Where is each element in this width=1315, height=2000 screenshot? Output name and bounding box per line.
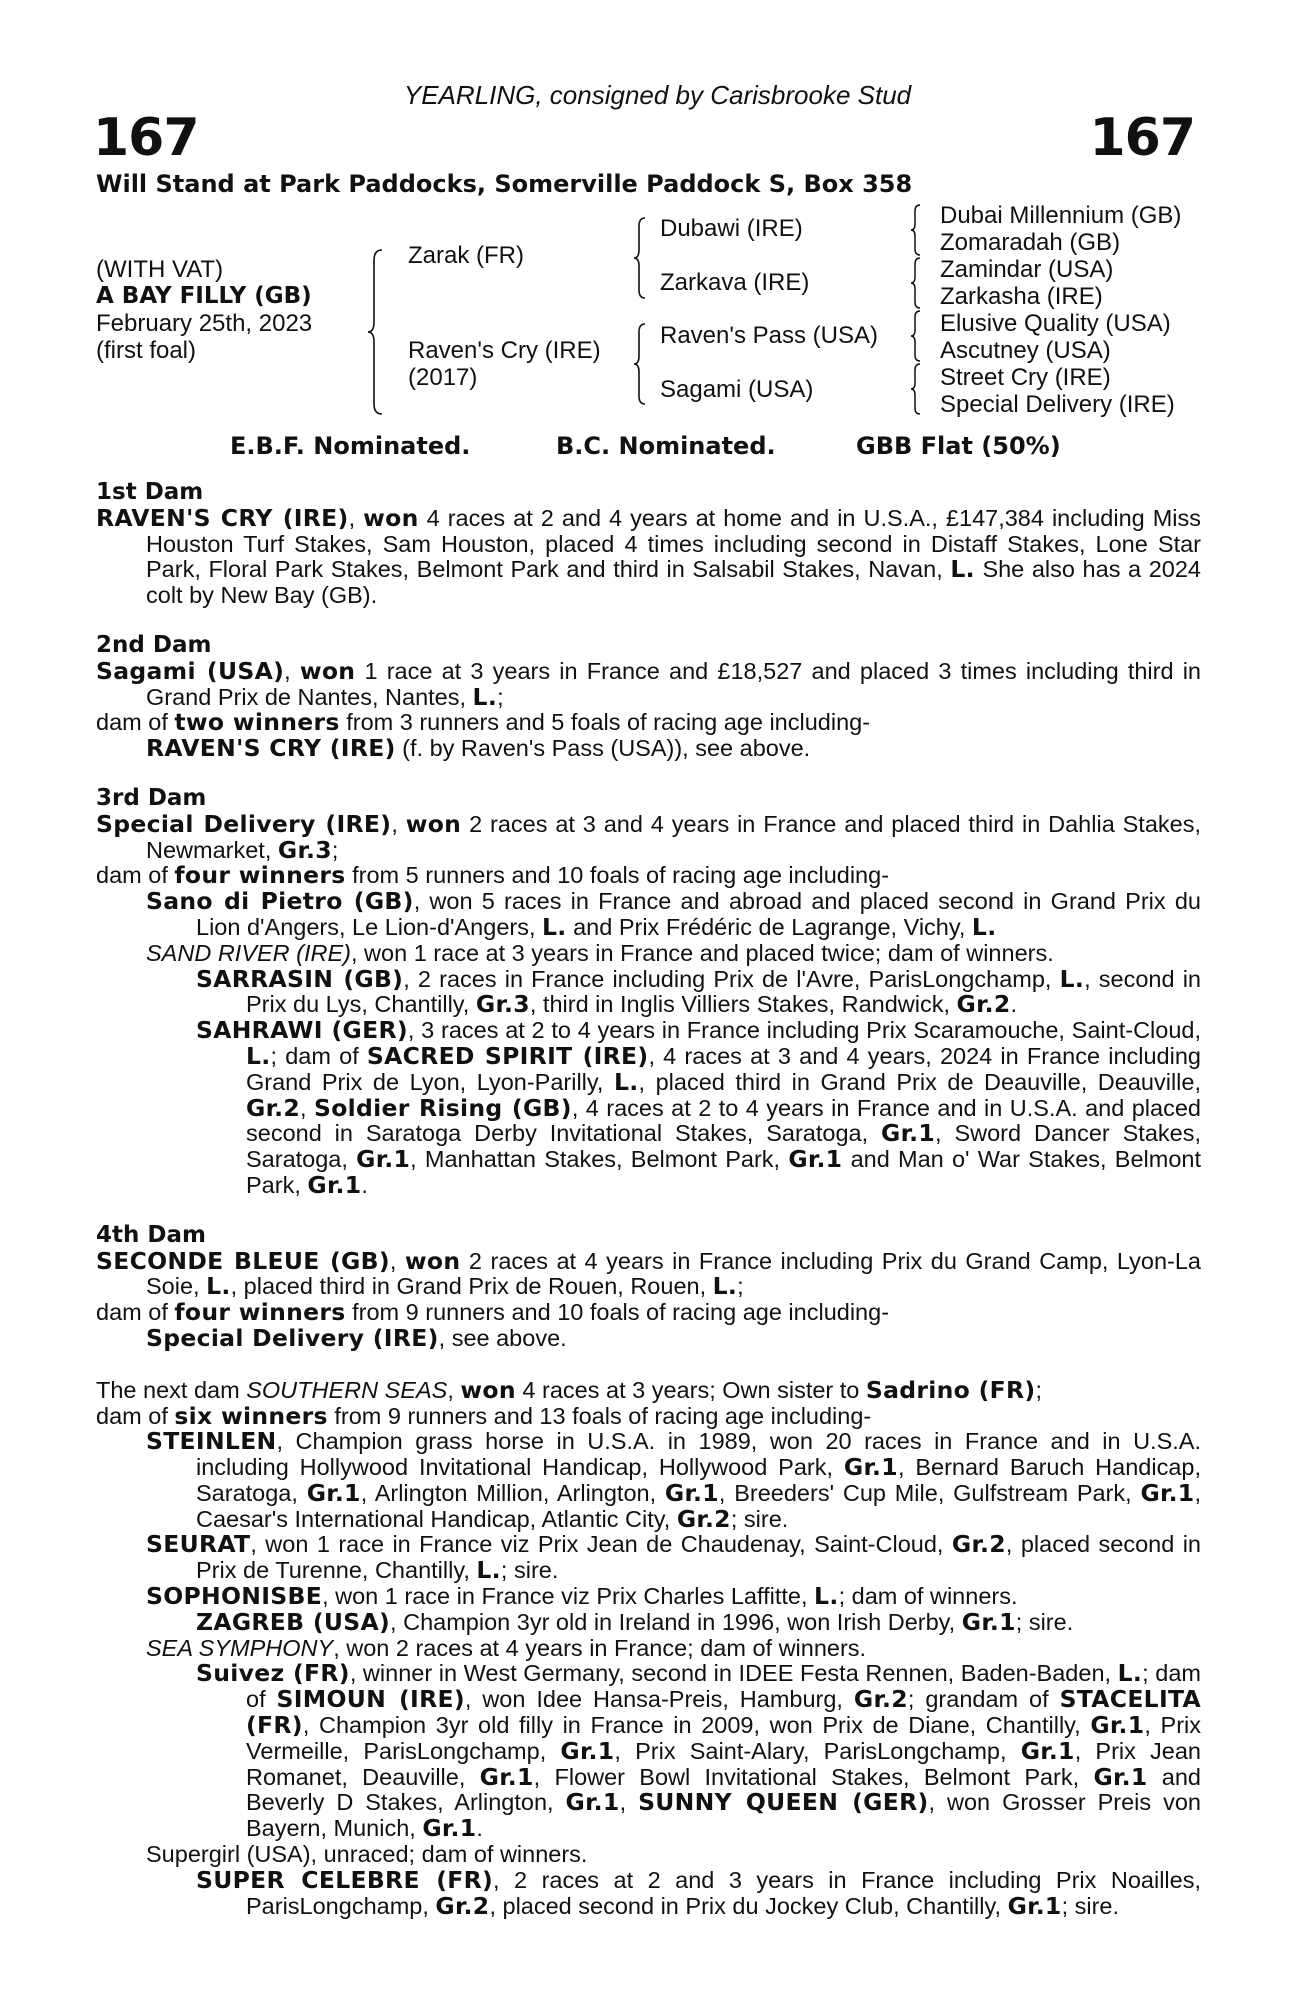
dam-3-record: Special Delivery (IRE), won 2 races at 3 and 4 years in France and placed third in Dahlia Stakes, Newmarket, Gr.3; (96, 809, 1201, 864)
dam-4-record: SECONDE BLEUE (GB), won 2 races at 4 years in France including Prix du Grand Camp, Lyon-La Soie, L., placed third in Grand Prix de Rouen, Rouen, L.; (96, 1246, 1201, 1301)
next-dam-foal-1: STEINLEN, Champion grass horse in U.S.A. in 1989, won 20 races in France and in U.S.A. including Hollywood Invitational Handicap, Hollywood Park, Gr.1, Bernard Baruch Handicap, Saratoga, Gr.1, Arlington Million, Arlington, Gr.1, Breeders' Cup Mile, Gulfstream Park, Gr.1, Caesar's International Handicap, Atlantic City, Gr.2; sire. (146, 1427, 1202, 1533)
dam-3-grandfoal-1: SARRASIN (GB), 2 races in France including Prix de l'Avre, ParisLongchamp, L., second in Prix du Lys, Chantilly, Gr.3, third in Inglis Villiers Stakes, Randwick, Gr.2. (196, 964, 1202, 1019)
dam-name: Raven's Cry (IRE) (408, 337, 601, 364)
next-dam-record: The next dam SOUTHERN SEAS, won 4 races at 3 years; Own sister to Sadrino (FR); (96, 1375, 1042, 1404)
pedigree-brace-sire (632, 216, 648, 300)
ancestor-4: Zarkasha (IRE) (940, 283, 1103, 310)
section-heading-2nd-dam: 2nd Dam (96, 631, 212, 658)
next-dam-foal-4: SEA SYMPHONY, won 2 races at 4 years in France; dam of winners. (146, 1634, 867, 1661)
consignment-line: YEARLING, consigned by Carisbrooke Stud (403, 80, 912, 110)
pedigree-brace-g78 (909, 362, 923, 416)
next-dam-produce: dam of six winners from 9 runners and 13 foals of racing age including- (96, 1401, 872, 1430)
dam-dam: Sagami (USA) (660, 376, 814, 403)
bc-nomination: B.C. Nominated. (556, 432, 776, 460)
vat-note: (WITH VAT) (96, 256, 224, 283)
next-dam-grandfoal-2: Suivez (FR), winner in West Germany, second in IDEE Festa Rennen, Baden-Baden, L.; dam of SIMOUN (IRE), won Idee Hansa-Preis, Hamburg, Gr.2; grandam of STACELITA (FR), Champion 3yr old filly in France in 2009, won Prix de Diane, Chantilly, Gr.1, Prix Vermeille, ParisLongchamp, Gr.1, Prix Saint-Alary, ParisLongchamp, Gr.1, Prix Jean Romanet, Deauville, Gr.1, Flower Bowl Invitational Stakes, Belmont Park, Gr.1 and Beverly D Stakes, Arlington, Gr.1, SUNNY QUEEN (GER), won Grosser Preis von Bayern, Munich, Gr.1. (196, 1659, 1202, 1843)
sire-dam: Zarkava (IRE) (660, 269, 810, 296)
dam-4-produce: dam of four winners from 9 runners and 10 foals of racing age including- (96, 1298, 890, 1327)
ancestor-5: Elusive Quality (USA) (940, 310, 1171, 337)
pedigree-brace-g34 (909, 256, 923, 310)
dam-2-record: Sagami (USA), won 1 race at 3 years in France and £18,527 and placed 3 times including third in Grand Prix de Nantes, Nantes, L.; (96, 656, 1201, 711)
dam-2-winner: RAVEN'S CRY (IRE) (f. by Raven's Pass (USA)), see above. (146, 734, 811, 763)
ebf-nomination: E.B.F. Nominated. (230, 432, 471, 460)
section-heading-3rd-dam: 3rd Dam (96, 784, 207, 811)
lot-number-left: 167 (93, 108, 199, 168)
pedigree-brace-main (366, 248, 386, 416)
next-dam-grandfoal-3: SUPER CELEBRE (FR), 2 races at 2 and 3 years in France including Prix Noailles, ParisLongchamp, Gr.2, placed second in Prix du Jockey Club, Chantilly, Gr.1; sire. (196, 1865, 1201, 1920)
dam-3-produce: dam of four winners from 5 runners and 10 foals of racing age including- (96, 861, 890, 890)
first-foal-note: (first foal) (96, 337, 197, 364)
ancestor-3: Zamindar (USA) (940, 256, 1114, 283)
dam-3-foal-2: SAND RIVER (IRE), won 1 race at 3 years in France and placed twice; dam of winners. (146, 939, 1054, 966)
dam-4-winner: Special Delivery (IRE), see above. (146, 1323, 567, 1352)
next-dam-grandfoal-1: ZAGREB (USA), Champion 3yr old in Ireland in 1996, won Irish Derby, Gr.1; sire. (196, 1607, 1074, 1636)
foaling-date: February 25th, 2023 (96, 310, 313, 337)
ancestor-2: Zomaradah (GB) (940, 229, 1121, 256)
pedigree-brace-g56 (909, 309, 923, 363)
dam-1-record: RAVEN'S CRY (IRE), won 4 races at 2 and 4 years at home and in U.S.A., £147,384 including Miss Houston Turf Stakes, Sam Houston, placed 4 times including second in Distaff Stakes, Lone Star Park, Floral Park Stakes, Belmont Park and third in Salsabil Stakes, Navan, L. She also has a 2024 colt by New Bay (GB). (96, 503, 1202, 609)
dam-3-grandfoal-2: SAHRAWI (GER), 3 races at 2 to 4 years in France including Prix Scaramouche, Saint-Cloud, L.; dam of SACRED SPIRIT (IRE), 4 races at 3 and 4 years, 2024 in France including Grand Prix de Lyon, Lyon-Parilly, L., placed third in Grand Prix de Deauville, Deauville, Gr.2, Soldier Rising (GB), 4 races at 2 to 4 years in France and in U.S.A. and placed second in Saratoga Derby Invitational Stakes, Saratoga, Gr.1, Sword Dancer Stakes, Saratoga, Gr.1, Manhattan Stakes, Belmont Park, Gr.1 and Man o' War Stakes, Belmont Park, Gr.1. (196, 1016, 1201, 1199)
gbb-flat: GBB Flat (50%) (856, 432, 1061, 460)
sire-sire: Dubawi (IRE) (660, 215, 803, 242)
sire-name: Zarak (FR) (408, 242, 524, 269)
ancestor-6: Ascutney (USA) (940, 337, 1111, 364)
next-dam-foal-5: Supergirl (USA), unraced; dam of winners. (146, 1841, 588, 1868)
section-heading-1st-dam: 1st Dam (96, 479, 204, 505)
ancestor-1: Dubai Millennium (GB) (940, 202, 1182, 229)
stand-location: Will Stand at Park Paddocks, Somerville Paddock S, Box 358 (96, 170, 913, 198)
ancestor-7: Street Cry (IRE) (940, 364, 1111, 391)
dam-2-produce: dam of two winners from 3 runners and 5 foals of racing age including- (96, 708, 871, 737)
ancestor-8: Special Delivery (IRE) (940, 391, 1175, 418)
section-heading-4th-dam: 4th Dam (96, 1221, 206, 1248)
dam-3-winner-1: Sano di Pietro (GB), won 5 races in France and abroad and placed second in Grand Prix du Lion d'Angers, Le Lion-d'Angers, L. and Prix Frédéric de Lagrange, Vichy, L. (146, 887, 1202, 941)
horse-name: A BAY FILLY (GB) (96, 283, 312, 309)
dam-sire: Raven's Pass (USA) (660, 322, 878, 349)
next-dam-foal-2: SEURAT, won 1 race in France viz Prix Jean de Chaudenay, Saint-Cloud, Gr.2, placed second in Prix de Turenne, Chantilly, L.; sire. (146, 1530, 1201, 1585)
dam-year: (2017) (408, 364, 478, 391)
lot-number-right: 167 (1089, 108, 1195, 168)
next-dam-foal-3: SOPHONISBE, won 1 race in France viz Prix Charles Laffitte, L.; dam of winners. (146, 1582, 1018, 1611)
produce-record (96, 480, 1201, 1919)
pedigree-brace-dam (632, 322, 648, 406)
pedigree-brace-g12 (909, 203, 923, 257)
